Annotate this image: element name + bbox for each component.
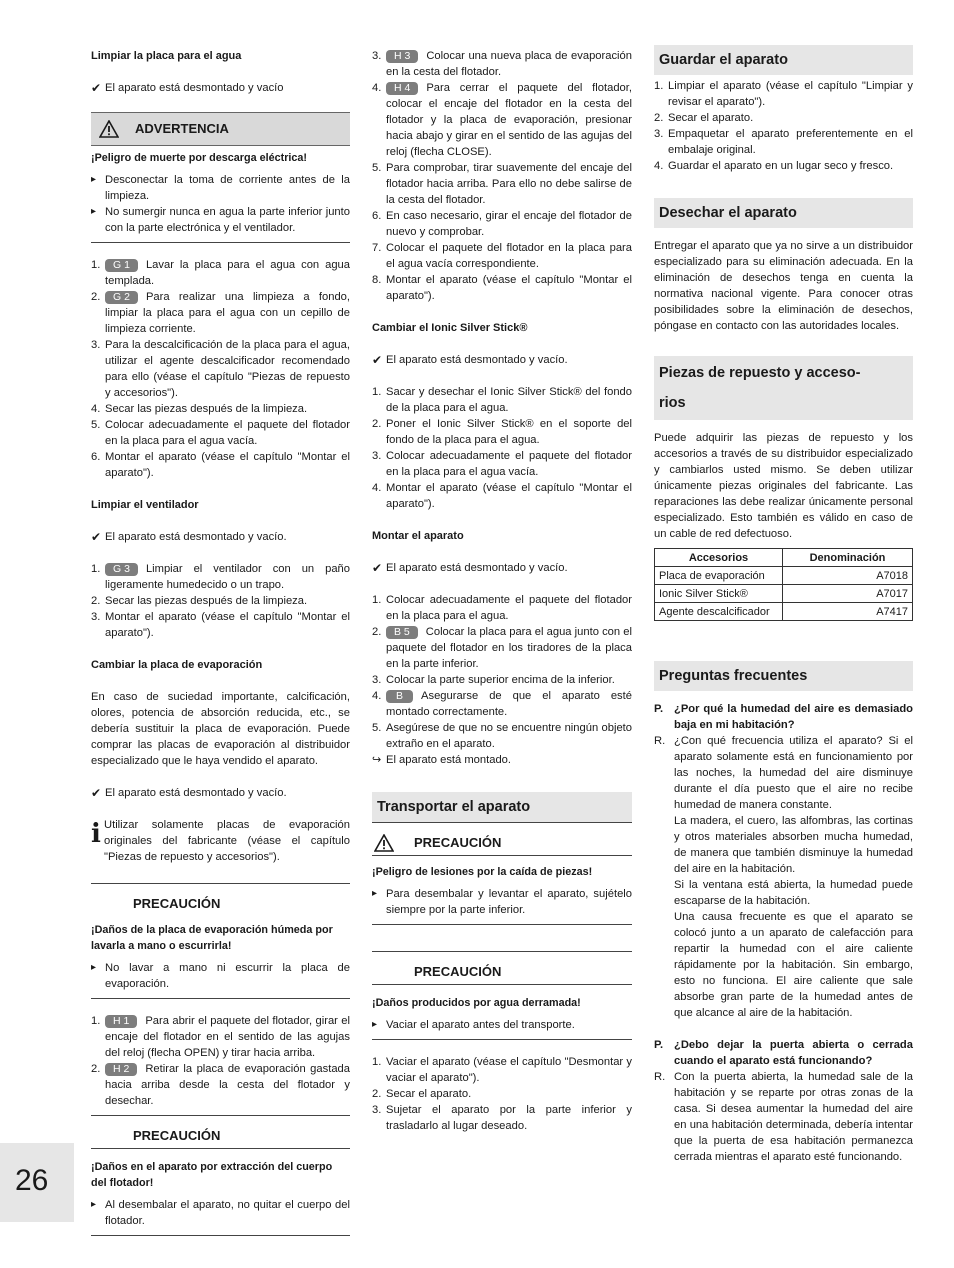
step-number: 6. (91, 451, 101, 463)
table-cell: A7017 (783, 585, 913, 603)
step-text: Colocar adecuadamente el paquete del flotador en la placa para el agua vacía. (105, 419, 350, 447)
step-text: Secar las piezas después de la limpieza. (105, 595, 308, 607)
list-item (91, 257, 350, 289)
plate-steps (91, 257, 350, 481)
parts-paragraph: Puede adquirir las piezas de repuesto y los accesorios a través de su distribuidor especializado y cambiarlos usted mismo. Se deben utilizar únicamente piezas originales del fabricante. Las reparaciones las debe realizar únicamente personal especializado. Esto también es válido en caso de un cable de red defectuoso. (654, 432, 913, 540)
caution-block (91, 922, 350, 999)
table-cell: A7018 (783, 567, 913, 585)
step-text: Empaquetar el aparato preferentemente en el embalaje original. (668, 128, 913, 156)
figure-ref-badge: G 1 (105, 259, 138, 272)
table-row (655, 567, 913, 585)
list-item (372, 1102, 632, 1134)
parts-heading-line: rios (659, 395, 686, 411)
list-item (372, 384, 632, 416)
list-item (372, 720, 632, 752)
evap-steps (91, 1013, 350, 1109)
ionic-heading: Cambiar el Ionic Silver Stick® (372, 322, 528, 334)
ionic-steps (372, 384, 632, 512)
answer-paragraph: Si la ventana está abierta, la humedad puede escaparse de la habitación. (674, 879, 913, 907)
caution-item: ▸ No lavar a mano ni escurrir la placa de evaporación. (91, 960, 350, 992)
step-text: Limpiar el aparato (véase el capítulo "Limpiar y revisar el aparato"). (668, 80, 913, 108)
step-number: 4. (372, 82, 382, 94)
step-text: Colocar el paquete del flotador en la placa para el agua vacía correspondiente. (386, 242, 632, 270)
step-number: 7. (372, 242, 382, 254)
caution-header (91, 1115, 350, 1148)
list-item (372, 1054, 632, 1086)
list-item (91, 449, 350, 481)
answer-text (674, 1069, 913, 1165)
caution-header (372, 951, 632, 984)
faq-item (654, 701, 913, 1021)
dispose-paragraph: Entregar el aparato que ya no sirve a un distribuidor especializado para su eliminación adecuada. En la eliminación de desechos tenga en cuenta la normativa nacional vigente. Para conocer otras posibilidades sobre la eliminación de desechos, póngase en contacto con las autoridades locales. (654, 240, 913, 332)
mount-steps (372, 592, 632, 752)
step-text: Lavar la placa para el agua con agua templada. (105, 259, 350, 287)
step-text: Colocar una nueva placa de evaporación en la cesta del flotador. (386, 50, 632, 78)
caution-block (372, 984, 632, 1040)
faq-list (654, 701, 913, 1165)
faq-item (654, 1037, 913, 1165)
step-text: Guardar el aparato en un lugar seco y fresco. (668, 160, 894, 172)
step-number: 2. (91, 291, 101, 303)
caution-item: ▸ Vaciar el aparato antes del transporte. (372, 1017, 632, 1033)
evap-steps-continued (372, 48, 632, 304)
step-number: 3. (372, 50, 382, 62)
step-text: Montar el aparato (véase el capítulo "Montar el aparato"). (386, 274, 632, 302)
step-number: 8. (372, 274, 382, 286)
evap-check: ✔ El aparato está desmontado y vacío. (91, 785, 350, 801)
warning-list (91, 172, 350, 236)
info-text: Utilizar solamente placas de evaporación originales del fabricante (véase el capítulo "Piezas de repuesto y accesorios"). (104, 819, 350, 863)
fan-check: ✔ El aparato está desmontado y vacío. (91, 529, 350, 545)
caution-item: ▸ Al desembalar el aparato, no quitar el cuerpo del flotador. (91, 1197, 350, 1229)
step-number: 1. (372, 594, 382, 606)
transport-heading: Transportar el aparato (372, 792, 632, 822)
step-number: 1. (91, 563, 101, 575)
list-item (91, 417, 350, 449)
caution-item: ▸ Para desembalar y levantar el aparato, sujételo siempre por la parte inferior. (372, 886, 632, 918)
table-header: Denominación (783, 549, 913, 567)
table-header: Accesorios (655, 549, 783, 567)
dispose-heading: Desechar el aparato (654, 198, 913, 228)
column-middle (372, 48, 632, 1150)
figure-ref-badge: H 3 (386, 50, 418, 63)
list-item (91, 1061, 350, 1109)
caution-label: PRECAUCIÓN (414, 963, 502, 979)
answer-key: R. (654, 1071, 666, 1083)
figure-ref-badge: G 2 (105, 291, 138, 304)
step-text: Para comprobar, tirar suavemente del encaje del flotador hacia arriba. Para ello no debe salirse de la cesta del flotador. (386, 162, 632, 206)
step-number: 5. (91, 419, 101, 431)
answer-key: R. (654, 735, 666, 747)
warning-box (91, 112, 350, 146)
table-cell: Ionic Silver Stick® (655, 585, 783, 603)
step-text: Colocar adecuadamente el paquete del flotador en la placa para el agua vacía. (386, 450, 632, 478)
question-text: ¿Por qué la humedad del aire es demasiado baja en mi habitación? (674, 703, 913, 731)
caution-title: ¡Daños de la placa de evaporación húmeda por lavarla a mano o escurrirla! (91, 924, 333, 952)
figure-ref-badge: B (386, 690, 413, 703)
list-item (654, 110, 913, 126)
list-item (372, 80, 632, 160)
list-item (91, 401, 350, 417)
step-number: 1. (654, 80, 664, 92)
list-item (372, 624, 632, 672)
column-left (91, 48, 350, 1250)
list-item (654, 78, 913, 110)
parts-heading (654, 356, 913, 420)
list-item (372, 416, 632, 448)
list-item (372, 480, 632, 512)
warning-triangle-icon (99, 120, 119, 138)
table-row (655, 585, 913, 603)
question-key: P. (654, 1039, 664, 1051)
clean-plate-check: ✔ El aparato está desmontado y vacío (91, 80, 350, 96)
table-cell: A7417 (783, 603, 913, 621)
caution-title: ¡Daños producidos por agua derramada! (372, 997, 581, 1009)
accessories-table (654, 548, 913, 621)
fan-steps (91, 561, 350, 641)
list-item (91, 289, 350, 337)
step-text: Vaciar el aparato (véase el capítulo "Desmontar y vaciar el aparato"). (386, 1056, 632, 1084)
step-text: En caso necesario, girar el encaje del flotador de nuevo y comprobar. (386, 210, 632, 238)
figure-ref-badge: B 5 (386, 626, 418, 639)
step-text: Asegúrese de que no se encuentre ningún objeto extraño en el aparato. (386, 722, 632, 750)
page-number: 26 (15, 1164, 49, 1197)
step-text: Sacar y desechar el Ionic Silver Stick® del fondo de la placa para el agua. (386, 386, 632, 414)
figure-ref-badge: H 4 (386, 82, 418, 95)
warning-item: ▸ Desconectar la toma de corriente antes de la limpieza. (91, 172, 350, 204)
step-number: 3. (372, 450, 382, 462)
step-number: 1. (372, 386, 382, 398)
step-text: Colocar adecuadamente el paquete del flotador en la placa para el agua. (386, 594, 632, 622)
list-item (372, 672, 632, 688)
step-number: 3. (91, 611, 101, 623)
list-item (654, 126, 913, 158)
caution-header (372, 822, 632, 855)
step-number: 2. (654, 112, 664, 124)
store-heading: Guardar el aparato (654, 45, 913, 75)
step-number: 4. (372, 482, 382, 494)
list-item (372, 448, 632, 480)
table-header-row (655, 549, 913, 567)
ionic-check: ✔ El aparato está desmontado y vacío. (372, 352, 632, 368)
list-item (372, 208, 632, 240)
step-number: 5. (372, 722, 382, 734)
step-text: Secar las piezas después de la limpieza. (105, 403, 308, 415)
step-text: Poner el Ionic Silver Stick® en el soporte del fondo de la placa para el agua. (386, 418, 632, 446)
page-number-tab (0, 1143, 74, 1222)
step-number: 1. (91, 259, 101, 271)
step-number: 3. (654, 128, 664, 140)
clean-plate-heading: Limpiar la placa para el agua (91, 50, 242, 62)
step-text: Montar el aparato (véase el capítulo "Montar el aparato"). (386, 482, 632, 510)
step-number: 1. (91, 1015, 101, 1027)
info-note (91, 817, 350, 865)
step-text: Limpiar el ventilador con un paño ligeramente humedecido o un trapo. (105, 563, 350, 591)
warning-label: ADVERTENCIA (135, 121, 229, 136)
step-number: 4. (654, 160, 664, 172)
info-icon: i (91, 819, 101, 849)
step-number: 3. (91, 339, 101, 351)
figure-ref-badge: G 3 (105, 563, 138, 576)
question-text: ¿Debo dejar la puerta abierta o cerrada cuando el aparato está funcionando? (674, 1039, 913, 1067)
list-item (372, 160, 632, 208)
step-text: Secar el aparato. (386, 1088, 472, 1100)
caution-label: PRECAUCIÓN (414, 834, 502, 850)
step-text: Asegurarse de que el aparato esté montado correctamente. (386, 690, 632, 718)
step-number: 5. (372, 162, 382, 174)
caution-block (372, 855, 632, 925)
list-item (654, 158, 913, 174)
mount-check: ✔ El aparato está desmontado y vacío. (372, 560, 632, 576)
transport-steps (372, 1054, 632, 1134)
step-number: 2. (372, 418, 382, 430)
step-text: Para abrir el paquete del flotador, girar el encaje del flotador en el sentido de las agujas del reloj (flecha OPEN) y tirar hacia arriba. (105, 1015, 350, 1059)
step-number: 3. (372, 674, 382, 686)
step-text: Para cerrar el paquete del flotador, colocar el encaje del flotador en la cesta del flotador y la placa de evaporación, presionar hacia abajo y girar en el sentido de las agujas del reloj (flecha CLOSE). (386, 82, 632, 158)
list-item (91, 593, 350, 609)
step-text: Montar el aparato (véase el capítulo "Montar el aparato"). (105, 451, 350, 479)
table-cell: Agente descalcificador (655, 603, 783, 621)
list-item (372, 592, 632, 624)
step-number: 3. (372, 1104, 382, 1116)
warning-triangle-icon (374, 834, 394, 852)
step-text: Montar el aparato (véase el capítulo "Montar el aparato"). (105, 611, 350, 639)
list-item (372, 1086, 632, 1102)
caution-header (91, 883, 350, 916)
mount-result: ↪ El aparato está montado. (372, 752, 632, 768)
figure-ref-badge: H 2 (105, 1063, 137, 1076)
evap-paragraph: En caso de suciedad importante, calcificación, olores, potencia de absorción reducida, etc., se debería sustituir la placa de evaporación. Puede comprar las placas de evaporación al distribuidor especializado que le haya vendido el aparato. (91, 691, 350, 767)
table-cell: Placa de evaporación (655, 567, 783, 585)
list-item (372, 272, 632, 304)
step-number: 4. (91, 403, 101, 415)
step-number: 2. (372, 1088, 382, 1100)
caution-title: ¡Daños en el aparato por extracción del cuerpo del flotador! (91, 1161, 333, 1189)
step-number: 1. (372, 1056, 382, 1068)
caution-label: PRECAUCIÓN (133, 1127, 221, 1143)
step-text: Para realizar una limpieza a fondo, limpiar la placa para el agua con un cepillo de limpieza corriente. (105, 291, 350, 335)
step-number: 2. (91, 595, 101, 607)
store-steps (654, 78, 913, 174)
list-item (91, 337, 350, 401)
caution-block (91, 1148, 350, 1236)
caution-title: ¡Peligro de lesiones por la caída de piezas! (372, 866, 593, 878)
warning-block (91, 150, 350, 243)
figure-ref-badge: H 1 (105, 1015, 137, 1028)
answer-paragraph: Una causa frecuente es que el aparato se colocó junto a un aparato de calefacción para repartir la humedad con el aire caliente rápidamente por la habitación. Sin embargo, esto no funciona. El aire caliente que sale absorbe gran parte de la humedad antes de que alcance al aire de la habitación. (674, 911, 913, 1019)
list-item (91, 561, 350, 593)
evap-heading: Cambiar la placa de evaporación (91, 659, 263, 671)
fan-heading: Limpiar el ventilador (91, 499, 199, 511)
step-text: Sujetar el aparato por la parte inferior y trasladarlo al lugar deseado. (386, 1104, 632, 1132)
step-text: Secar el aparato. (668, 112, 754, 124)
parts-heading-line: Piezas de repuesto y acceso- (659, 365, 861, 381)
list-item (91, 1013, 350, 1061)
faq-heading: Preguntas frecuentes (654, 661, 913, 691)
step-text: Colocar la parte superior encima de la inferior. (386, 674, 615, 686)
step-number: 4. (372, 690, 382, 702)
column-right (654, 45, 913, 1181)
answer-paragraph: La madera, el cuero, las alfombras, las cortinas y otros materiales absorben mucha humedad, de manera que también disminuye la humedad del aire en la habitación. (674, 815, 913, 875)
step-text: Colocar la placa para el agua junto con el paquete del flotador en los tiradores de la placa en la parte inferior. (386, 626, 632, 670)
step-number: 2. (91, 1063, 101, 1075)
step-text: Para la descalcificación de la placa para el agua, utilizar el agente descalcificador recomendado para ello (véase el capítulo "Piezas de repuesto y accesorios"). (105, 339, 350, 399)
caution-label: PRECAUCIÓN (133, 895, 221, 911)
warning-title: ¡Peligro de muerte por descarga eléctrica! (91, 152, 308, 164)
list-item (372, 240, 632, 272)
question-key: P. (654, 703, 664, 715)
step-number: 6. (372, 210, 382, 222)
warning-item: ▸ No sumergir nunca en agua la parte inferior junto con la parte electrónica y el ventilador. (91, 204, 350, 236)
step-text: Retirar la placa de evaporación gastada hacia arriba desde la cesta del flotador y desechar. (105, 1063, 350, 1107)
answer-paragraph: Con la puerta abierta, la humedad sale de la habitación y se reparte por otras zonas de la casa. Si desea aumentar la humedad del aire en una habitación determinada, debería intentar que la puerta de esa habitación permanezca cerrada mientras el aparato esté funcionando. (674, 1071, 913, 1163)
mount-heading: Montar el aparato (372, 530, 464, 542)
answer-paragraph: ¿Con qué frecuencia utiliza el aparato? Si el aparato solamente está en funcionamiento por las noches, la humedad del aire disminuye durante el día puesto que el aire no recibe humedad de manera constante. (674, 735, 913, 811)
list-item (91, 609, 350, 641)
list-item (372, 688, 632, 720)
answer-text (674, 733, 913, 1021)
step-number: 2. (372, 626, 382, 638)
table-row (655, 603, 913, 621)
list-item (372, 48, 632, 80)
